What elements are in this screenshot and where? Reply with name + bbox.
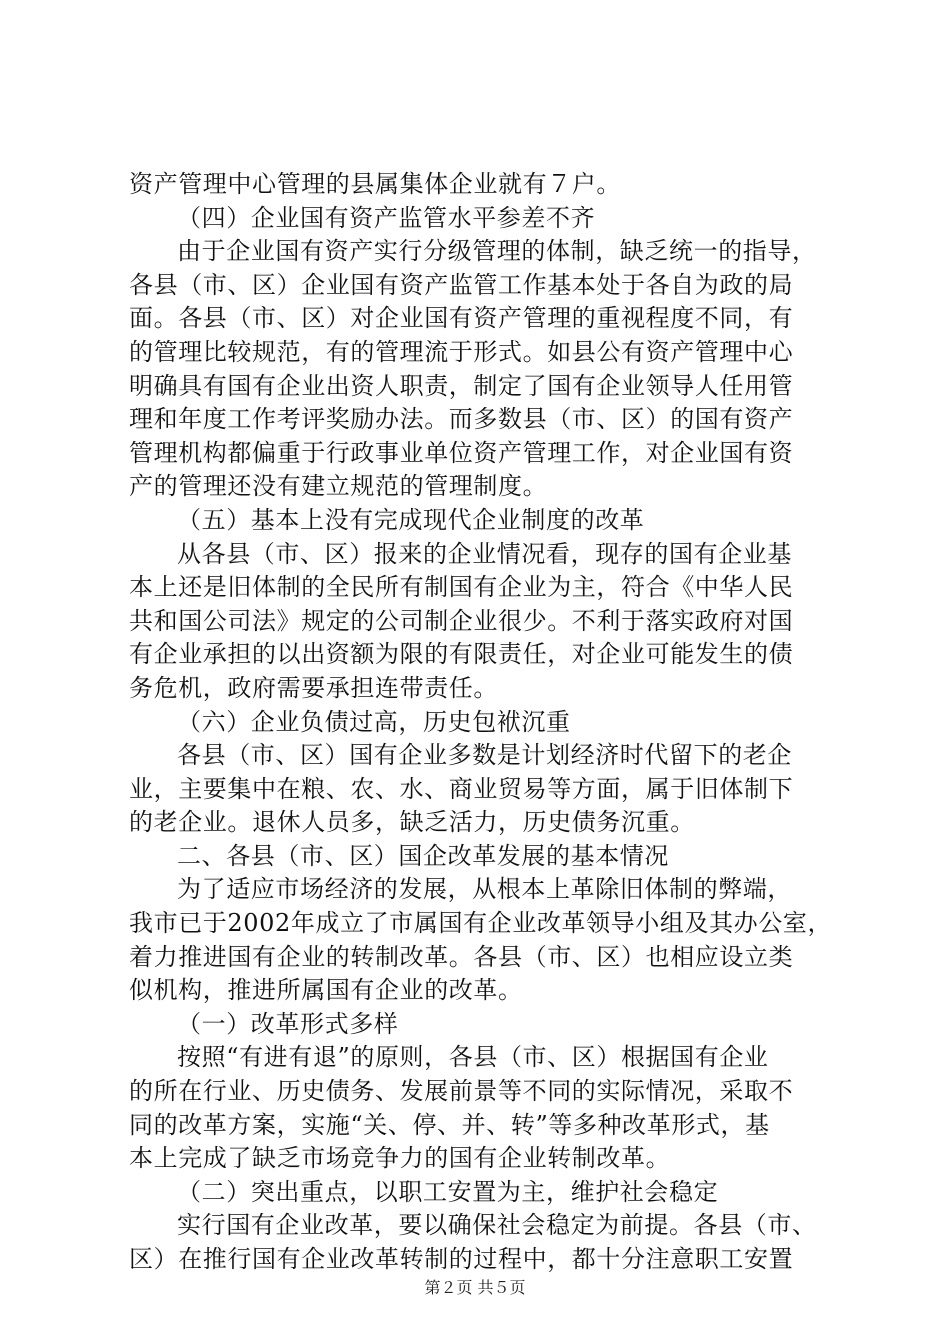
page-number-label: 第２页 共５页 <box>424 1278 526 1297</box>
text-line: 为了适应市场经济的发展，从根本上革除旧体制的弊端， <box>177 875 792 904</box>
text-line: 由于企业国有资产实行分级管理的体制，缺乏统一的指导， <box>177 237 817 266</box>
body-text <box>129 168 834 1277</box>
text-line: 实行国有企业改革，要以确保社会稳定为前提。各县（市、 <box>177 1211 817 1240</box>
page-footer <box>0 1278 950 1298</box>
text-line: 的管理比较规范，有的管理流于形式。如县公有资产管理中心 <box>129 337 794 366</box>
text-line: 的老企业。退休人员多，缺乏活力，历史债务沉重。 <box>129 808 695 837</box>
text-line: 务危机，政府需要承担连带责任。 <box>129 673 498 702</box>
section-heading: （二）突出重点，以职工安置为主，维护社会稳定 <box>177 1177 719 1206</box>
text-line: 明确具有国有企业出资人职责，制定了国有企业领导人任用管 <box>129 371 794 400</box>
section-heading: （一）改革形式多样 <box>177 1009 399 1038</box>
text-line: 从各县（市、区）报来的企业情况看，现存的国有企业基 <box>177 539 792 568</box>
text-line: 似机构，推进所属国有企业的改革。 <box>129 976 523 1005</box>
text-line: 面。各县（市、区）对企业国有资产管理的重视程度不同，有 <box>129 304 794 333</box>
chapter-heading: 二、各县（市、区）国企改革发展的基本情况 <box>177 841 669 870</box>
text-line: 管理机构都偏重于行政事业单位资产管理工作，对企业国有资 <box>129 438 794 467</box>
text-line: 的所在行业、历史债务、发展前景等不同的实际情况，采取不 <box>129 1077 794 1106</box>
text-line: 各县（市、区）国有企业多数是计划经济时代留下的老企 <box>177 741 792 770</box>
text-line: 业，主要集中在粮、农、水、商业贸易等方面，属于旧体制下 <box>129 774 794 803</box>
text-line: 各县（市、区）企业国有资产监管工作基本处于各自为政的局 <box>129 270 794 299</box>
section-heading: （四）企业国有资产监管水平参差不齐 <box>177 203 596 232</box>
section-heading: （六）企业负债过高，历史包袱沉重 <box>177 707 571 736</box>
text-line: 同的改革方案，实施“关、停、并、转”等多种改革形式，基 <box>129 1110 770 1139</box>
text-line: 区）在推行国有企业改革转制的过程中，都十分注意职工安置 <box>129 1245 794 1273</box>
section-heading: （五）基本上没有完成现代企业制度的改革 <box>177 505 645 534</box>
text-line: 按照“有进有退”的原则，各县（市、区）根据国有企业 <box>177 1043 769 1072</box>
text-line: 本上还是旧体制的全民所有制国有企业为主，符合《中华人民 <box>129 573 794 602</box>
text-line: 理和年度工作考评奖励办法。而多数县（市、区）的国有资产 <box>129 405 794 434</box>
text-line: 有企业承担的以出资额为限的有限责任，对企业可能发生的债 <box>129 640 794 669</box>
text-line: 资产管理中心管理的县属集体企业就有７户。 <box>129 170 621 198</box>
text-line: 本上完成了缺乏市场竞争力的国有企业转制改革。 <box>129 1144 671 1173</box>
text-line: 产的管理还没有建立规范的管理制度。 <box>129 472 548 501</box>
text-line: 着力推进国有企业的转制改革。各县（市、区）也相应设立类 <box>129 942 794 971</box>
text-line: 共和国公司法》规定的公司制企业很少。不利于落实政府对国 <box>129 606 794 635</box>
text-line: 我市已于2002年成立了市属国有企业改革领导小组及其办公室， <box>129 909 833 938</box>
